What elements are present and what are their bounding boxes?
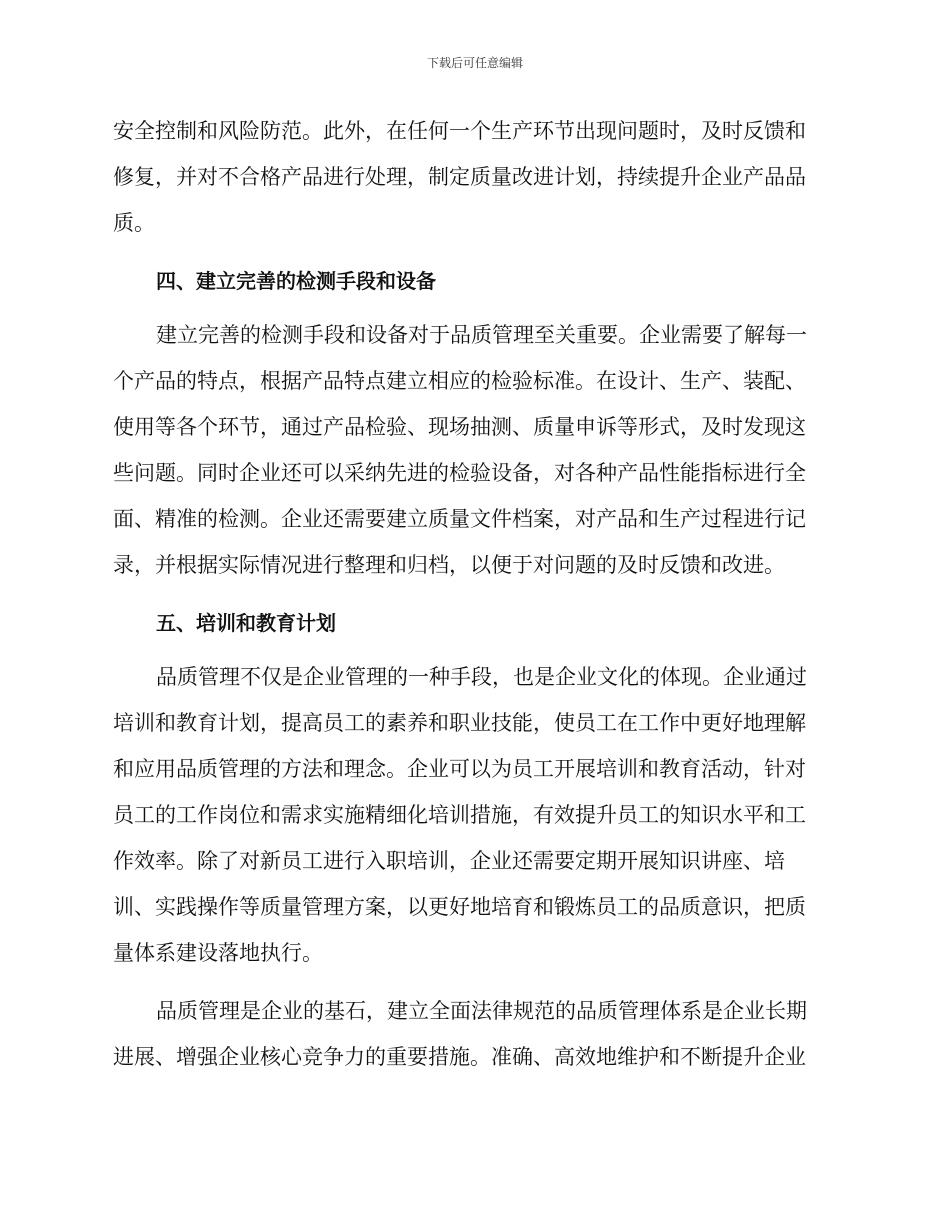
paragraph-line: 个产品的特点，根据产品特点建立相应的检验标准。在设计、生产、装配、 [113,369,806,393]
paragraph-risk-control [113,108,833,246]
section-heading-5: 五、培训和教育计划 [156,611,336,635]
paragraph-line: 安全控制和风险防范。此外，在任何一个生产环节出现问题时，及时反馈和 [113,119,806,143]
section-heading-4: 四、建立完善的检测手段和设备 [156,269,436,293]
paragraph-line: 修复，并对不合格产品进行处理，制定质量改进计划，持续提升企业产品品 [113,165,806,189]
paragraph-line: 些问题。同时企业还可以采纳先进的检验设备，对各种产品性能指标进行全 [113,461,806,485]
paragraph-line: 品质管理是企业的基石，建立全面法律规范的品质管理体系是企业长期 [156,999,807,1023]
paragraph-line: 培训和教育计划，提高员工的素养和职业技能，使员工在工作中更好地理解 [113,711,806,735]
paragraph-training [113,654,833,976]
paragraph-line: 质。 [113,211,155,235]
paragraph-line: 员工的工作岗位和需求实施精细化培训措施，有效提升员工的知识水平和工 [113,803,806,827]
paragraph-line: 训、实践操作等质量管理方案，以更好地培育和锻炼员工的品质意识，把质 [113,895,806,919]
paragraph-line: 使用等各个环节，通过产品检验、现场抽测、质量申诉等形式，及时发现这 [113,415,806,439]
paragraph-line: 和应用品质管理的方法和理念。企业可以为员工开展培训和教育活动，针对 [113,757,806,781]
paragraph-line: 进展、增强企业核心竞争力的重要措施。准确、高效地维护和不断提升企业 [113,1045,806,1069]
paragraph-line: 面、精准的检测。企业还需要建立质量文件档案，对产品和生产过程进行记 [113,507,806,531]
paragraph-line: 建立完善的检测手段和设备对于品质管理至关重要。企业需要了解每一 [156,323,807,347]
paragraph-conclusion [113,988,833,1080]
paragraph-line: 品质管理不仅是企业管理的一种手段，也是企业文化的体现。企业通过 [156,665,807,689]
paragraph-line: 作效率。除了对新员工进行入职培训，企业还需要定期开展知识讲座、培 [113,849,785,873]
document-body [113,108,833,1080]
paragraph-inspection [113,312,833,588]
paragraph-line: 录，并根据实际情况进行整理和归档，以便于对问题的及时反馈和改进。 [113,553,785,577]
page-header-note: 下载后可任意编辑 [426,56,523,70]
paragraph-line: 量体系建设落地执行。 [113,941,323,965]
